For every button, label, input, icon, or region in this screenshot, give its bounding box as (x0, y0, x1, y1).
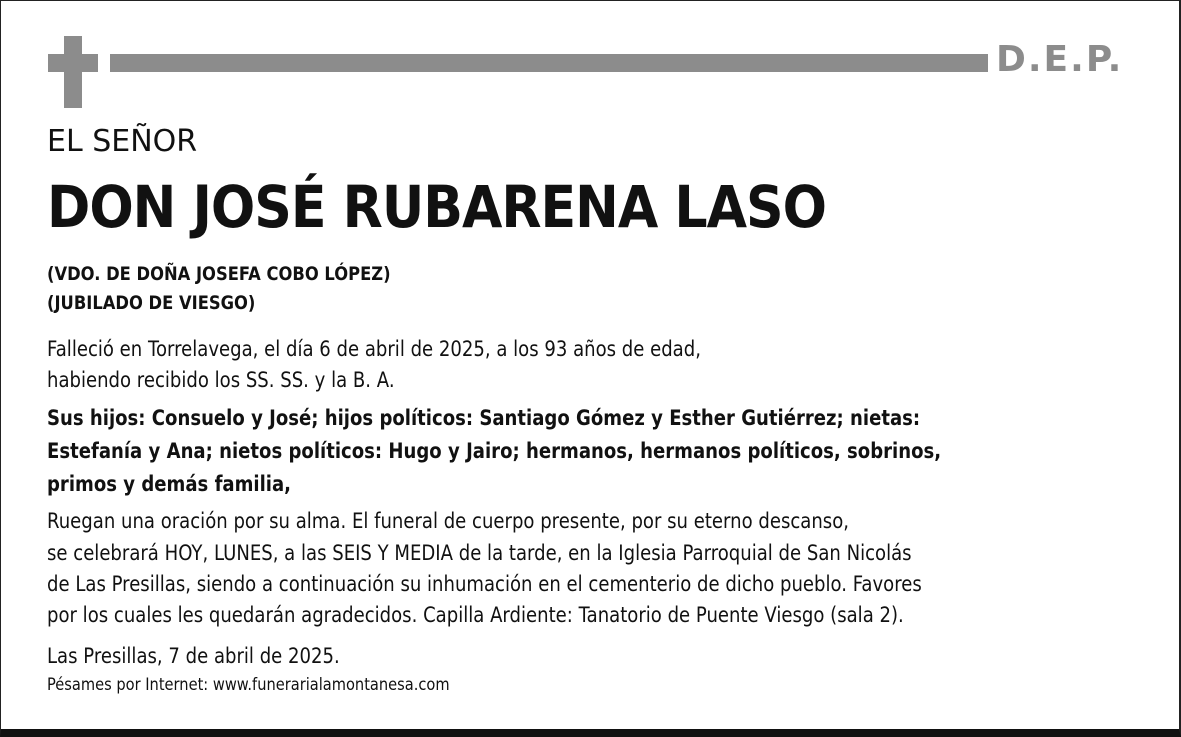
death-line-1: Falleció en Torrelavega, el día 6 de abril de 2025, a los 93 años de edad, (47, 337, 701, 361)
cross-vertical-bar (64, 36, 82, 108)
honorific: EL SEÑOR (47, 124, 198, 159)
death-line-2: habiendo recibido los SS. SS. y la B. A. (47, 368, 395, 392)
family-line-3: primos y demás familia, (47, 472, 292, 496)
request-line-4: por los cuales les quedarán agradecidos. Capilla Ardiente: Tanatorio de Puente Viesgo (sala 2). (47, 603, 904, 627)
request-line-2: se celebrará HOY, LUNES, a las SEIS Y MEDIA de la tarde, en la Iglesia Parroquial de San Nicolás (47, 541, 912, 565)
family-line-2: Estefanía y Ana; nietos políticos: Hugo y Jairo; hermanos, hermanos políticos, sobrinos, (47, 439, 942, 463)
occupation-line: (JUBILADO DE VIESGO) (47, 292, 256, 314)
request-line-3: de Las Presillas, siendo a continuación su inhumación en el cementerio de dicho pueblo. Favores (47, 572, 922, 596)
cross-horizontal-bar (48, 54, 98, 72)
deceased-name: DON JOSÉ RUBARENA LASO (47, 173, 826, 241)
condolences-web: Pésames por Internet: www.funerarialamontanesa.com (47, 675, 450, 695)
family-line-1: Sus hijos: Consuelo y José; hijos políticos: Santiago Gómez y Esther Gutiérrez; nietas: (47, 406, 921, 430)
place-date: Las Presillas, 7 de abril de 2025. (47, 644, 340, 668)
widower-line: (VDO. DE DOÑA JOSEFA COBO LÓPEZ) (47, 263, 391, 285)
request-line-1: Ruegan una oración por su alma. El funeral de cuerpo presente, por su eterno descanso, (47, 509, 850, 533)
dep-label: D.E.P. (996, 39, 1124, 80)
header-rule (110, 54, 988, 72)
